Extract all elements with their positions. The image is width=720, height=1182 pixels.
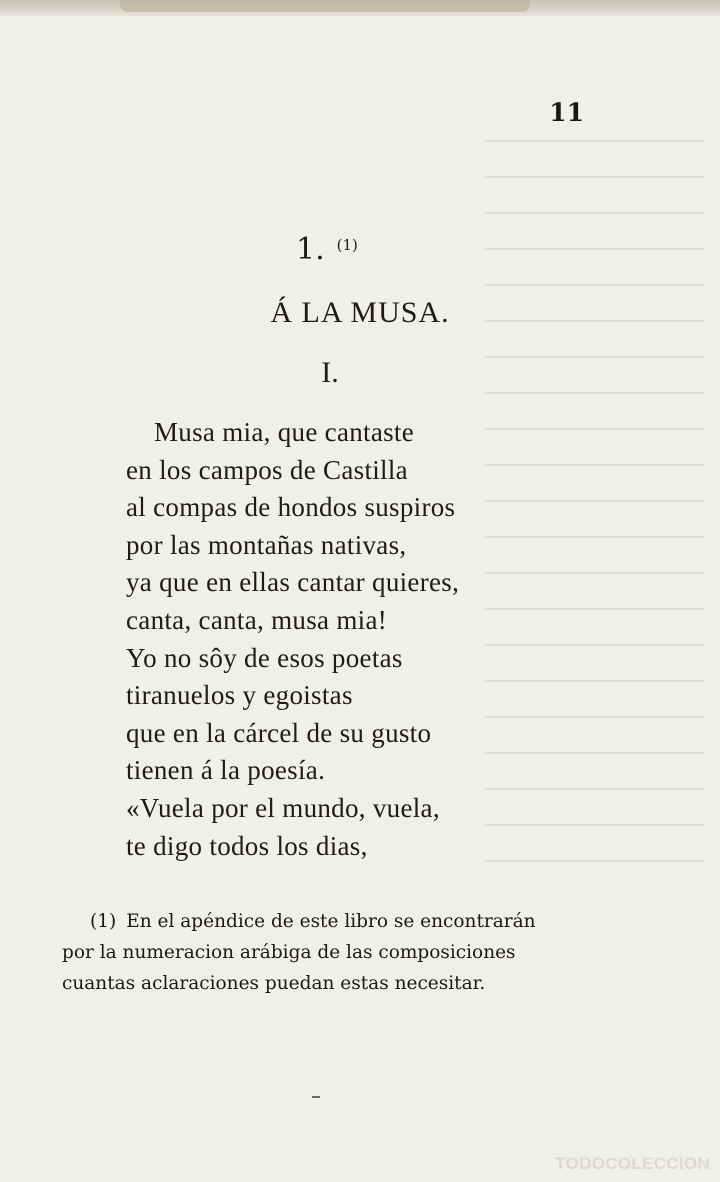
page-dash-mark	[312, 1096, 320, 1098]
verse-line: tienen á la poesía.	[126, 755, 326, 786]
verse-line: canta, canta, musa mia!	[126, 604, 388, 635]
verse-line: que en la cárcel de su gusto	[126, 717, 432, 748]
footnote	[62, 906, 662, 999]
verse-line: «Vuela por el mundo, vuela,	[126, 792, 440, 823]
footnote-text: En el apéndice de este libro se encontrarán	[126, 911, 536, 932]
poem-number-value: 1.	[296, 232, 325, 267]
poem-title: Á LA MUSA.	[270, 296, 450, 329]
footnote-reference[interactable]: (1)	[336, 236, 358, 254]
verse-line: te digo todos los dias,	[126, 830, 368, 861]
page-number: 11	[549, 98, 584, 127]
footnote-line: por la numeracion arábiga de las composiciones	[62, 942, 516, 963]
section-numeral: I.	[321, 356, 339, 389]
footnote-marker: (1)	[90, 911, 117, 932]
paper-tab-shadow	[120, 0, 530, 12]
footnote-line: cuantas aclaraciones puedan estas necesitar.	[62, 973, 486, 994]
poem-verses	[126, 414, 566, 865]
verse-line: en los campos de Castilla	[126, 454, 408, 485]
verse-line: por las montañas nativas,	[126, 529, 407, 560]
verse-line: al compas de hondos suspiros	[126, 492, 456, 523]
verse-line: ya que en ellas cantar quieres,	[126, 567, 460, 598]
verse-line: Musa mia, que cantaste	[154, 417, 415, 447]
verse-line: tiranuelos y egoistas	[126, 680, 353, 711]
verse-line: Yo no sôy de esos poetas	[126, 642, 403, 673]
footnote-line	[62, 906, 662, 937]
watermark: TODOCOLECCION	[555, 1154, 710, 1173]
poem-number	[296, 232, 358, 267]
